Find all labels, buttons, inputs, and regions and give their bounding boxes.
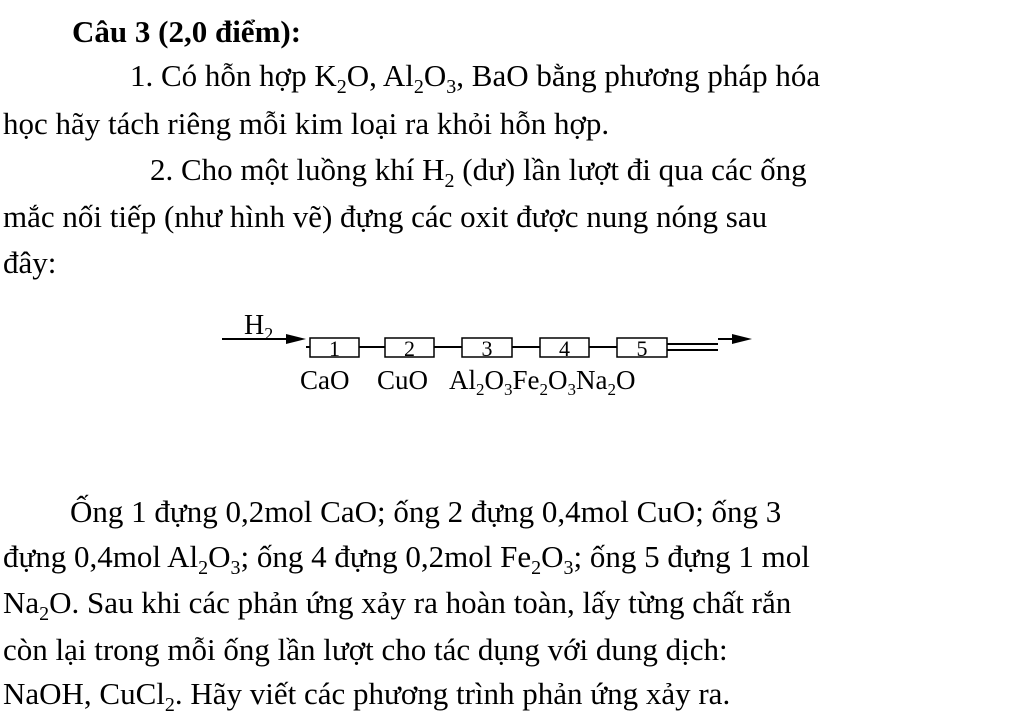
svg-text:5: 5	[636, 336, 648, 361]
tube-diagram	[0, 300, 1024, 410]
label-cao: CaO	[300, 365, 350, 395]
subscript: 2	[413, 76, 424, 98]
text: 1. Có hỗn hợp K	[130, 58, 337, 93]
text: . Hãy viết các phương trình phản ứng xảy ra.	[174, 676, 731, 711]
text: đựng 0,4mol Al	[3, 539, 199, 574]
text: O, Al	[346, 58, 414, 93]
text: O	[208, 539, 231, 574]
tube-3	[462, 336, 512, 361]
inlet-arrowhead	[286, 334, 306, 344]
text: O	[423, 58, 447, 93]
text: 2. Cho một luồng khí H	[150, 152, 445, 187]
para-line1: Ống 1 đựng 0,2mol CaO; ống 2 đựng 0,4mol CuO; ống 3	[70, 494, 782, 529]
tube-4	[540, 336, 589, 361]
subscript: 2	[531, 557, 542, 579]
text: , BaO bằng phương pháp hóa	[456, 58, 821, 93]
svg-text:2: 2	[404, 336, 415, 361]
subscript: 2	[39, 603, 50, 625]
text: NaOH, CuCl	[3, 676, 165, 711]
part2-line1	[150, 152, 807, 192]
text: O. Sau khi các phản ứng xảy ra hoàn toàn, lấy từng chất rắn	[49, 585, 792, 620]
outlet-arrowhead	[732, 334, 752, 344]
label-cuo: CuO	[377, 365, 429, 395]
subscript: 2	[336, 76, 347, 98]
subscript: 2	[164, 694, 175, 716]
question-title: Câu 3 (2,0 điểm):	[72, 14, 302, 49]
part1-line1	[130, 58, 821, 98]
tube-1	[310, 336, 359, 361]
part1-line2: học hãy tách riêng mỗi kim loại ra khỏi hỗn hợp.	[3, 106, 610, 141]
svg-text:3: 3	[481, 336, 493, 361]
text: ; ống 5 đựng 1 mol	[573, 539, 810, 574]
part2-line2: mắc nối tiếp (như hình vẽ) đựng các oxit được nung nóng sau	[3, 199, 768, 234]
para-line4: còn lại trong mỗi ống lần lượt cho tác dụng với dung dịch:	[3, 632, 728, 667]
subscript: 2	[444, 170, 455, 192]
subscript: 2	[198, 557, 209, 579]
para-line3	[3, 585, 792, 625]
label-al2o3-fe2o3-na2o: $Al_2O_3Fe_2O_3Na_2O$	[449, 365, 636, 399]
svg-text:1: 1	[329, 336, 340, 361]
para-line2	[3, 539, 810, 579]
tube-5	[617, 336, 667, 361]
text: (dư) lần lượt đi qua các ống	[454, 152, 807, 187]
gas-label: $H_2$	[244, 310, 274, 344]
subscript: 3	[230, 557, 241, 579]
subscript: 3	[563, 557, 574, 579]
tube-2	[385, 336, 434, 361]
subscript: 3	[446, 76, 457, 98]
para-line5	[3, 676, 731, 716]
text: O	[541, 539, 564, 574]
svg-text:4: 4	[559, 336, 570, 361]
text: ; ống 4 đựng 0,2mol Fe	[240, 539, 532, 574]
part2-line3: đây:	[3, 245, 57, 280]
text: Na	[3, 585, 40, 620]
